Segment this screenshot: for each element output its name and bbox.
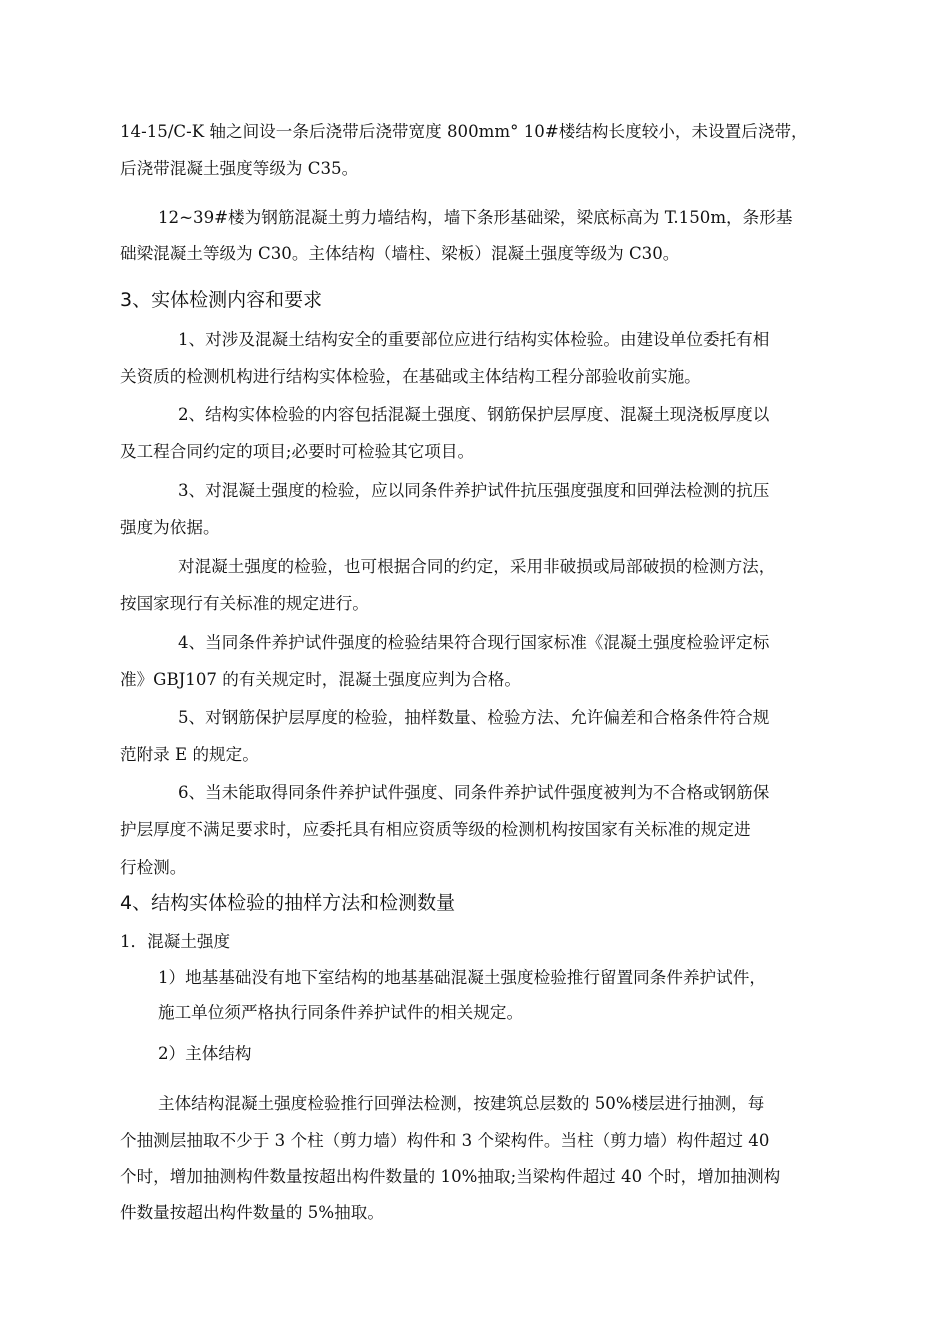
paragraph-line: 行检测。: [120, 858, 187, 877]
section-heading: 4、结构实体检验的抽样方法和检测数量: [120, 892, 456, 914]
paragraph-line: 14-15/C-K 轴之间设一条后浇带后浇带宽度 800mm° 10#楼结构长度较小，未设置后浇带，: [120, 122, 808, 141]
paragraph-line: 12~39#楼为钢筋混凝土剪力墙结构，墙下条形基础梁，梁底标高为 T.150m，条形基: [158, 208, 793, 227]
paragraph-line: 5、对钢筋保护层厚度的检验，抽样数量、检验方法、允许偏差和合格条件符合规: [178, 708, 770, 727]
section-heading: 3、实体检测内容和要求: [120, 289, 323, 311]
paragraph-line: 强度为依据。: [120, 518, 220, 537]
paragraph-line: 对混凝土强度的检验，也可根据合同的约定，采用非破损或局部破损的检测方法，: [178, 557, 776, 576]
paragraph-line: 6、当未能取得同条件养护试件强度、同条件养护试件强度被判为不合格或钢筋保: [178, 783, 770, 802]
subsection-heading: 2）主体结构: [158, 1044, 252, 1063]
paragraph-line: 2、结构实体检验的内容包括混凝土强度、钢筋保护层厚度、混凝土现浇板厚度以: [178, 405, 770, 424]
paragraph-line: 1、对涉及混凝土结构安全的重要部位应进行结构实体检验。由建设单位委托有相: [178, 330, 770, 349]
paragraph-line: 后浇带混凝土强度等级为 C35。: [120, 159, 359, 178]
paragraph-line: 施工单位须严格执行同条件养护试件的相关规定。: [158, 1003, 524, 1022]
paragraph-line: 个时，增加抽测构件数量按超出构件数量的 10%抽取;当梁构件超过 40 个时，增加抽测构: [120, 1167, 781, 1186]
paragraph-line: 主体结构混凝土强度检验推行回弹法检测，按建筑总层数的 50%楼层进行抽测，每: [158, 1094, 765, 1113]
paragraph-line: 关资质的检测机构进行结构实体检验，在基础或主体结构工程分部验收前实施。: [120, 367, 701, 386]
paragraph-line: 件数量按超出构件数量的 5%抽取。: [120, 1203, 384, 1222]
paragraph-line: 及工程合同约定的项目;必要时可检验其它项目。: [120, 442, 475, 461]
paragraph-line: 1）地基基础没有地下室结构的地基基础混凝土强度检验推行留置同条件养护试件，: [158, 968, 766, 987]
subsection-heading: 1．混凝土强度: [120, 932, 231, 951]
paragraph-line: 础梁混凝土等级为 C30。主体结构（墙柱、梁板）混凝土强度等级为 C30。: [120, 244, 680, 263]
paragraph-line: 按国家现行有关标准的规定进行。: [120, 594, 369, 613]
paragraph-line: 3、对混凝土强度的检验，应以同条件养护试件抗压强度强度和回弹法检测的抗压: [178, 481, 770, 500]
paragraph-line: 准》GBJ107 的有关规定时，混凝土强度应判为合格。: [120, 670, 521, 689]
paragraph-line: 范附录 E 的规定。: [120, 745, 259, 764]
paragraph-line: 个抽测层抽取不少于 3 个柱（剪力墙）构件和 3 个梁构件。当柱（剪力墙）构件超过 40: [120, 1131, 770, 1150]
paragraph-line: 护层厚度不满足要求时，应委托具有相应资质等级的检测机构按国家有关标准的规定进: [120, 820, 751, 839]
paragraph-line: 4、当同条件养护试件强度的检验结果符合现行国家标准《混凝土强度检验评定标: [178, 633, 770, 652]
